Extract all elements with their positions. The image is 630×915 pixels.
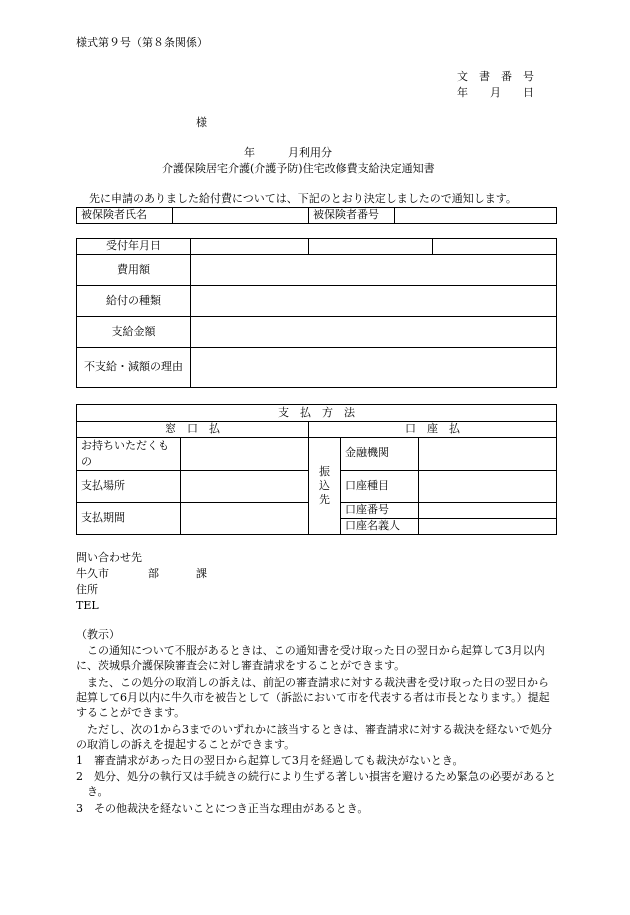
date-label: 年 月 日 [457,86,534,99]
rejection-reason-label: 不支給・減額の理由 [77,348,191,388]
account-number-value [419,502,557,518]
detail-table [76,238,557,388]
payment-amount-value [191,317,557,348]
contact-section: 課 [196,567,207,580]
insured-name-value [173,208,309,224]
usage-month-label: 年 月利用分 [244,146,332,159]
insured-number-label: 被保険者番号 [309,208,395,224]
payment-period-value [181,502,309,534]
intro-text: 先に申請のありました給付費については、下記のとおり決定しましたので通知します。 [89,192,517,205]
received-date-cell-3 [433,239,557,255]
rejection-reason-value [191,348,557,388]
contact-address-label: 住所 [76,583,98,596]
document-number-label: 文 書 番 号 [457,70,534,83]
received-date-label: 受付年月日 [77,239,191,255]
window-payment-header: 窓 口 払 [77,422,309,438]
account-holder-label: 口座名義人 [341,518,419,534]
bank-label: 金融機関 [341,437,419,470]
cost-label: 費用額 [77,255,191,286]
benefit-type-rest: 付の種類 [117,293,161,307]
payment-amount-label: 支給金額 [77,317,191,348]
cost-value [191,255,557,286]
notice-paragraph-1: この通知について不服があるときは、この通知書を受け取った日の翌日から起算して3月以内に、茨城県介護保険審査会に対し審査請求をすることができます。 [76,644,545,673]
payment-period-label: 支払期間 [77,502,181,534]
insured-number-value [395,208,557,224]
payment-place-value [181,470,309,502]
form-number: 様式第９号（第８条関係） [76,36,208,49]
transfer-destination-text: 振込先 [319,465,330,506]
page-title: 介護保険居宅介護(介護予防)住宅改修費支給決定通知書 [162,162,435,175]
bring-items-value [181,437,309,470]
payment-method-header: 支 払 方 法 [77,405,557,422]
payment-place-label: 支払場所 [77,470,181,502]
contact-tel-label: TEL [76,599,99,612]
account-type-label: 口座種目 [341,470,419,502]
account-payment-header: 口 座 払 [309,422,557,438]
benefit-type-label [77,286,191,317]
account-number-label: 口座番号 [341,502,419,518]
notice-paragraph-3: ただし、次の1から3までのいずれかに該当するときは、審査請求に対する裁決を経ないで処分の取消しの訴えを提起することができます。 [76,723,552,752]
bank-value [419,437,557,470]
benefit-type-value [191,286,557,317]
contact-dept: 部 [148,567,159,580]
insured-table [76,207,557,224]
insured-name-label: 被保険者氏名 [77,208,173,224]
notice-heading: （教示） [76,628,120,641]
contact-city: 牛久市 [76,567,109,580]
contact-title: 問い合わせ先 [76,551,142,564]
account-type-value [419,470,557,502]
notice-paragraph-2: また、この処分の取消しの訴えは、前記の審査請求に対する裁決書を受け取った日の翌日から起算して6月以内に牛久市を被告として（訴訟において市を代表する者は市長となります。）提起することができます。 [76,676,550,720]
account-holder-value [419,518,557,534]
notice-item-1: 1 審査請求があった日の翌日から起算して3月を経過しても裁決がないとき。 [76,754,464,767]
received-date-cell-2 [309,239,433,255]
payment-method-table [76,404,557,535]
notice-item-3: 3 その他裁決を経ないことにつき正当な理由があるとき。 [76,802,369,815]
transfer-destination-label [309,437,341,534]
recipient-suffix: 様 [196,116,207,129]
received-date-cell-1 [191,239,309,255]
notice-item-2: 2 処分、処分の執行又は手続きの続行により生ずる著しい損害を避けるため緊急の必要があるとき。 [76,770,556,799]
benefit-type-prefix: 給 [106,293,117,307]
bring-items-label: お持ちいただくもの [77,437,181,470]
